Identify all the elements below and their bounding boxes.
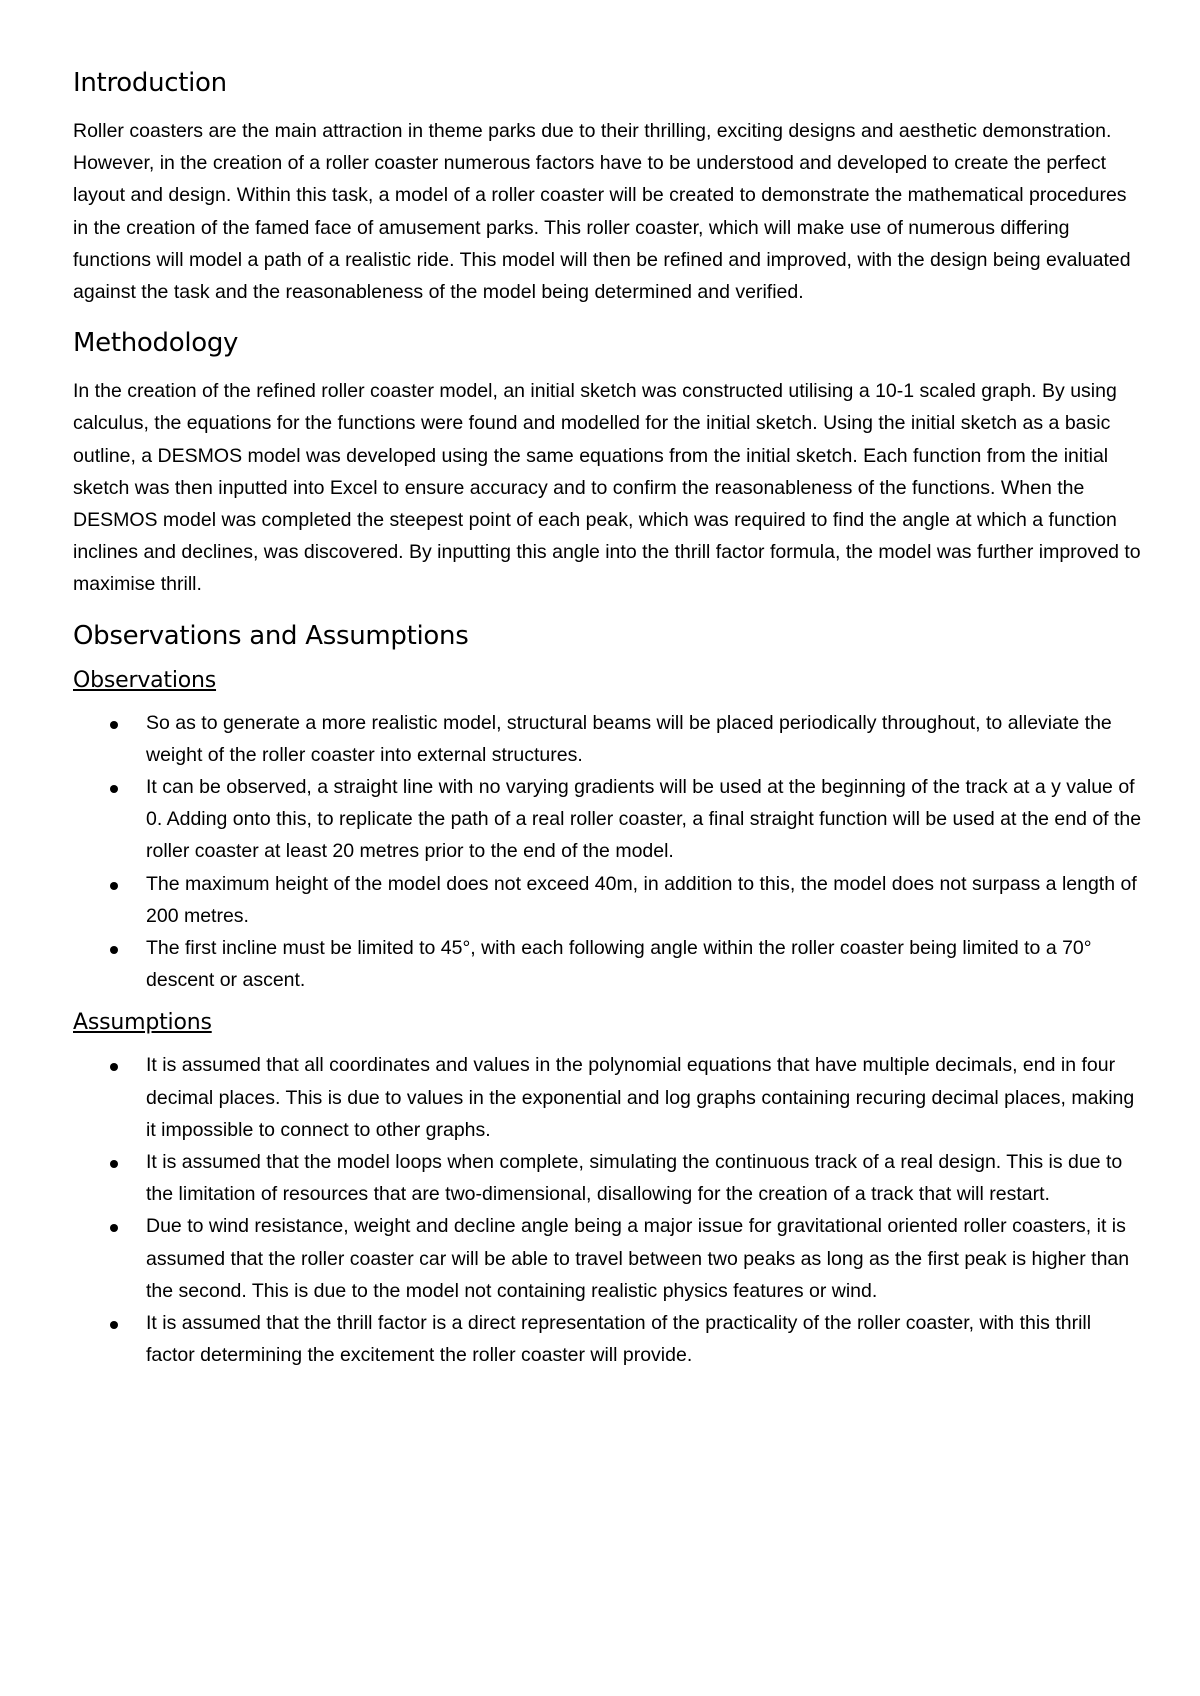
bullet-icon — [110, 1063, 118, 1071]
bullet-icon — [110, 882, 118, 890]
list-item-text: The maximum height of the model does not exceed 40m, in addition to this, the model does not surpass a length of 200 metres. — [146, 872, 1137, 927]
list-item — [73, 1146, 1143, 1210]
bullet-icon — [110, 1321, 118, 1329]
document-page — [73, 68, 1143, 1372]
methodology-heading: Methodology — [73, 328, 239, 359]
list-item — [73, 1210, 1143, 1307]
bullet-icon — [110, 721, 118, 729]
list-item — [73, 1049, 1143, 1146]
list-item — [73, 932, 1143, 996]
list-item — [73, 771, 1143, 868]
list-item-text: It can be observed, a straight line with no varying gradients will be used at the beginning of the track at a y value of 0. Adding onto this, to replicate the path of a real roller coaster, a final straight function will be used at the end of the roller coaster at least 20 metres prior to the end of the model. — [146, 776, 1142, 863]
list-item — [73, 707, 1143, 771]
bullet-icon — [110, 946, 118, 954]
observations-list — [73, 707, 1143, 997]
assumptions-subheading: Assumptions — [73, 1010, 212, 1036]
list-item — [73, 868, 1143, 932]
assumptions-list — [73, 1049, 1143, 1371]
bullet-icon — [110, 785, 118, 793]
list-item-text: So as to generate a more realistic model, structural beams will be placed periodically throughout, to alleviate the weight of the roller coaster into external structures. — [146, 711, 1112, 766]
methodology-paragraph: In the creation of the refined roller coaster model, an initial sketch was constructed utilising a 10-1 scaled graph. By using calculus, the equations for the functions were found and modelled for the initial sketch. Using the initial sketch as a basic outline, a DESMOS model was developed using the same equations from the initial sketch. Each function from the initial sketch was then inputted into Excel to ensure accuracy and to confirm the reasonableness of the functions. When the DESMOS model was completed the steepest point of each peak, which was required to find the angle at which a function inclines and declines, was discovered. By inputting this angle into the thrill factor formula, the model was further improved to maximise thrill. — [73, 380, 1141, 596]
bullet-icon — [110, 1160, 118, 1168]
introduction-paragraph: Roller coasters are the main attraction in theme parks due to their thrilling, exciting designs and aesthetic demonstration. However, in the creation of a roller coaster numerous factors have to be understood and developed to create the perfect layout and design. Within this task, a model of a roller coaster will be created to demonstrate the mathematical procedures in the creation of the famed face of amusement parks. This roller coaster, which will make use of numerous differing functions will model a path of a realistic ride. This model will then be refined and improved, with the design being evaluated against the task and the reasonableness of the model being determined and verified. — [73, 120, 1131, 304]
list-item-text: The first incline must be limited to 45°, with each following angle within the roller coaster being limited to a 70° descent or ascent. — [146, 937, 1092, 992]
list-item-text: It is assumed that all coordinates and values in the polynomial equations that have multiple decimals, end in four decimal places. This is due to values in the exponential and log graphs containing recuring decimal places, making it impossible to connect to other graphs. — [146, 1054, 1135, 1141]
list-item-text: It is assumed that the model loops when complete, simulating the continuous track of a real design. This is due to the limitation of resources that are two-dimensional, disallowing for the creation of a track that will restart. — [146, 1151, 1123, 1206]
bullet-icon — [110, 1224, 118, 1232]
list-item — [73, 1307, 1143, 1371]
list-item-text: It is assumed that the thrill factor is a direct representation of the practicality of the roller coaster, with this thrill factor determining the excitement the roller coaster will provide. — [146, 1312, 1092, 1367]
observations-subheading: Observations — [73, 667, 217, 693]
list-item-text: Due to wind resistance, weight and decline angle being a major issue for gravitational oriented roller coasters, it is assumed that the roller coaster car will be able to travel between two peaks as long as the first peak is higher than the second. This is due to the model not containing realistic physics features or wind. — [146, 1215, 1130, 1302]
observations-assumptions-heading: Observations and Assumptions — [73, 620, 469, 651]
introduction-heading: Introduction — [73, 68, 227, 98]
